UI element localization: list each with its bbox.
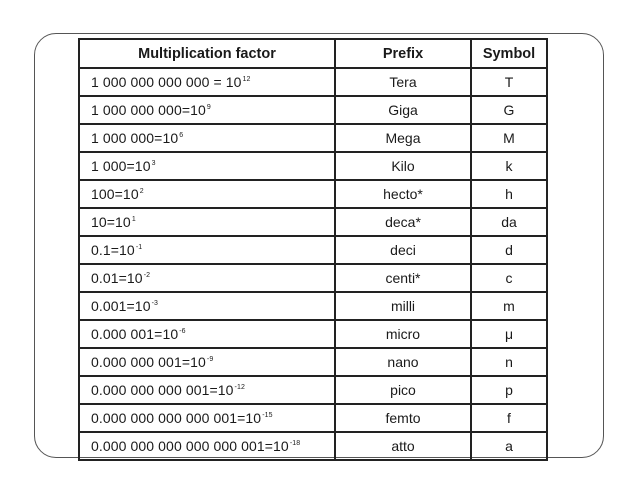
symbol-cell: T: [471, 68, 547, 96]
factor-base: 100=10: [91, 186, 139, 202]
factor-base: 0.1=10: [91, 242, 135, 258]
factor-cell: [79, 68, 335, 96]
table-header-row: [79, 39, 547, 68]
header-multiplication-factor: Multiplication factor: [79, 39, 335, 68]
factor-base: 1 000 000=10: [91, 130, 179, 146]
table-row: [79, 320, 547, 348]
prefix-cell: Kilo: [335, 152, 471, 180]
factor-base: 1 000=10: [91, 158, 151, 174]
factor-cell: [79, 208, 335, 236]
table-row: [79, 404, 547, 432]
factor-base: 0.000 000 000 000 001=10: [91, 410, 262, 426]
factor-exponent: 6: [179, 132, 184, 139]
symbol-cell: μ: [471, 320, 547, 348]
factor-cell: [79, 124, 335, 152]
table-row: [79, 68, 547, 96]
factor-base: 0.001=10: [91, 298, 151, 314]
table-row: [79, 292, 547, 320]
factor-base: 0.000 000 000 001=10: [91, 382, 234, 398]
symbol-cell: k: [471, 152, 547, 180]
factor-cell: [79, 180, 335, 208]
factor-cell: [79, 348, 335, 376]
factor-base: 0.000 001=10: [91, 326, 179, 342]
prefix-cell: Tera: [335, 68, 471, 96]
header-symbol: Symbol: [471, 39, 547, 68]
symbol-cell: m: [471, 292, 547, 320]
prefix-cell: milli: [335, 292, 471, 320]
table-row: [79, 348, 547, 376]
table-row: [79, 236, 547, 264]
symbol-cell: h: [471, 180, 547, 208]
symbol-cell: p: [471, 376, 547, 404]
factor-base: 1 000 000 000 000 = 10: [91, 74, 242, 90]
symbol-cell: G: [471, 96, 547, 124]
factor-exponent: 1: [131, 216, 136, 223]
factor-cell: [79, 236, 335, 264]
factor-cell: [79, 376, 335, 404]
factor-cell: [79, 96, 335, 124]
factor-exponent: 3: [151, 160, 156, 167]
prefix-cell: Mega: [335, 124, 471, 152]
prefix-cell: atto: [335, 432, 471, 460]
factor-exponent: 12: [242, 76, 251, 83]
factor-base: 1 000 000 000=10: [91, 102, 206, 118]
table-row: [79, 152, 547, 180]
factor-exponent: -6: [179, 328, 186, 335]
factor-exponent: 2: [139, 188, 144, 195]
factor-cell: [79, 264, 335, 292]
prefix-cell: micro: [335, 320, 471, 348]
table-body: [79, 68, 547, 460]
factor-exponent: -18: [289, 440, 301, 447]
symbol-cell: a: [471, 432, 547, 460]
factor-cell: [79, 404, 335, 432]
table-row: [79, 264, 547, 292]
symbol-cell: M: [471, 124, 547, 152]
prefix-cell: hecto*: [335, 180, 471, 208]
symbol-cell: d: [471, 236, 547, 264]
prefix-cell: centi*: [335, 264, 471, 292]
factor-exponent: 9: [206, 104, 211, 111]
factor-base: 0.000 000 000 000 000 001=10: [91, 438, 289, 454]
factor-cell: [79, 320, 335, 348]
factor-cell: [79, 292, 335, 320]
prefix-cell: deca*: [335, 208, 471, 236]
factor-exponent: -12: [234, 384, 245, 391]
prefix-table: [78, 38, 548, 461]
prefix-cell: femto: [335, 404, 471, 432]
table-row: [79, 124, 547, 152]
prefix-cell: deci: [335, 236, 471, 264]
table-row: [79, 96, 547, 124]
factor-base: 0.01=10: [91, 270, 143, 286]
factor-exponent: -2: [143, 272, 151, 279]
symbol-cell: c: [471, 264, 547, 292]
table-row: [79, 208, 547, 236]
factor-exponent: -9: [206, 356, 214, 363]
factor-base: 0.000 000 001=10: [91, 354, 206, 370]
factor-exponent: -1: [135, 244, 143, 251]
factor-exponent: -15: [262, 412, 273, 419]
prefix-cell: Giga: [335, 96, 471, 124]
table-row: [79, 432, 547, 460]
table-row: [79, 376, 547, 404]
header-prefix: Prefix: [335, 39, 471, 68]
symbol-cell: n: [471, 348, 547, 376]
factor-base: 10=10: [91, 214, 131, 230]
factor-exponent: -3: [151, 300, 159, 307]
factor-cell: [79, 152, 335, 180]
symbol-cell: da: [471, 208, 547, 236]
prefix-cell: pico: [335, 376, 471, 404]
table-row: [79, 180, 547, 208]
symbol-cell: f: [471, 404, 547, 432]
prefix-cell: nano: [335, 348, 471, 376]
factor-cell: [79, 432, 335, 460]
